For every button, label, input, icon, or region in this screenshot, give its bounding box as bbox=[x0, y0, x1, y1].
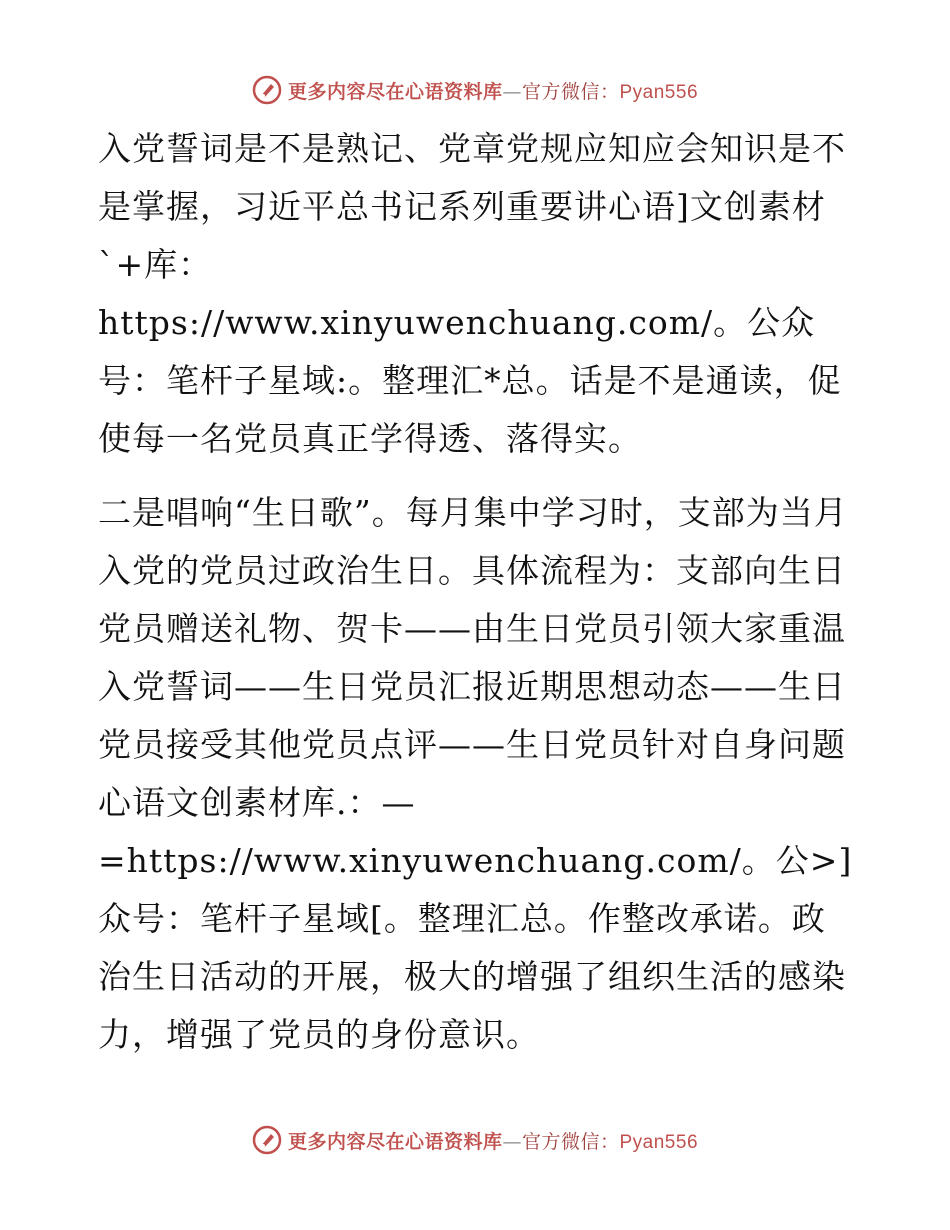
footer-banner bbox=[0, 1120, 950, 1160]
footer-brand: 更多内容尽在心语资料库 bbox=[287, 1130, 503, 1153]
footer-separator: — bbox=[502, 1130, 522, 1153]
pen-nib-logo-icon bbox=[252, 1125, 282, 1155]
paragraph-1: 入党誓词是不是熟记、党章党规应知应会知识是不是掌握，习近平总书记系列重要讲心语]文创素材`+库：https://www.xinyuwenchuang.com/。公众号：笔杆子星域:。整理汇*总。话是不是通读，促使每一名党员真正学得透、落得实。 bbox=[98, 129, 846, 458]
paragraph-2: 二是唱响“生日歌”。每月集中学习时，支部为当月入党的党员过政治生日。具体流程为：支部向生日党员赠送礼物、贺卡——由生日党员引领大家重温入党誓词——生日党员汇报近期思想动态——生日党员接受其他党员点评——生日党员针对自身问题心语文创素材库.：—=https://www.xinyuwenchuang.com/。公>]众号：笔杆子星域[。整理汇总。作整改承诺。政治生日活动的开展，极大的增强了组织生活的感染力，增强了党员的身份意识。 bbox=[98, 493, 853, 1054]
header-wechat-label: 官方微信： bbox=[521, 80, 620, 103]
footer-wechat-label: 官方微信： bbox=[521, 1130, 620, 1153]
header-wechat-id: Pyan556 bbox=[619, 81, 699, 103]
footer-banner-text bbox=[288, 1127, 698, 1154]
header-banner bbox=[0, 70, 950, 110]
pen-nib-logo-icon bbox=[252, 75, 282, 105]
footer-wechat-id: Pyan556 bbox=[619, 1131, 699, 1153]
header-separator: — bbox=[502, 80, 522, 103]
document-body bbox=[98, 120, 858, 1064]
header-brand: 更多内容尽在心语资料库 bbox=[287, 80, 503, 103]
header-banner-text bbox=[288, 77, 698, 104]
